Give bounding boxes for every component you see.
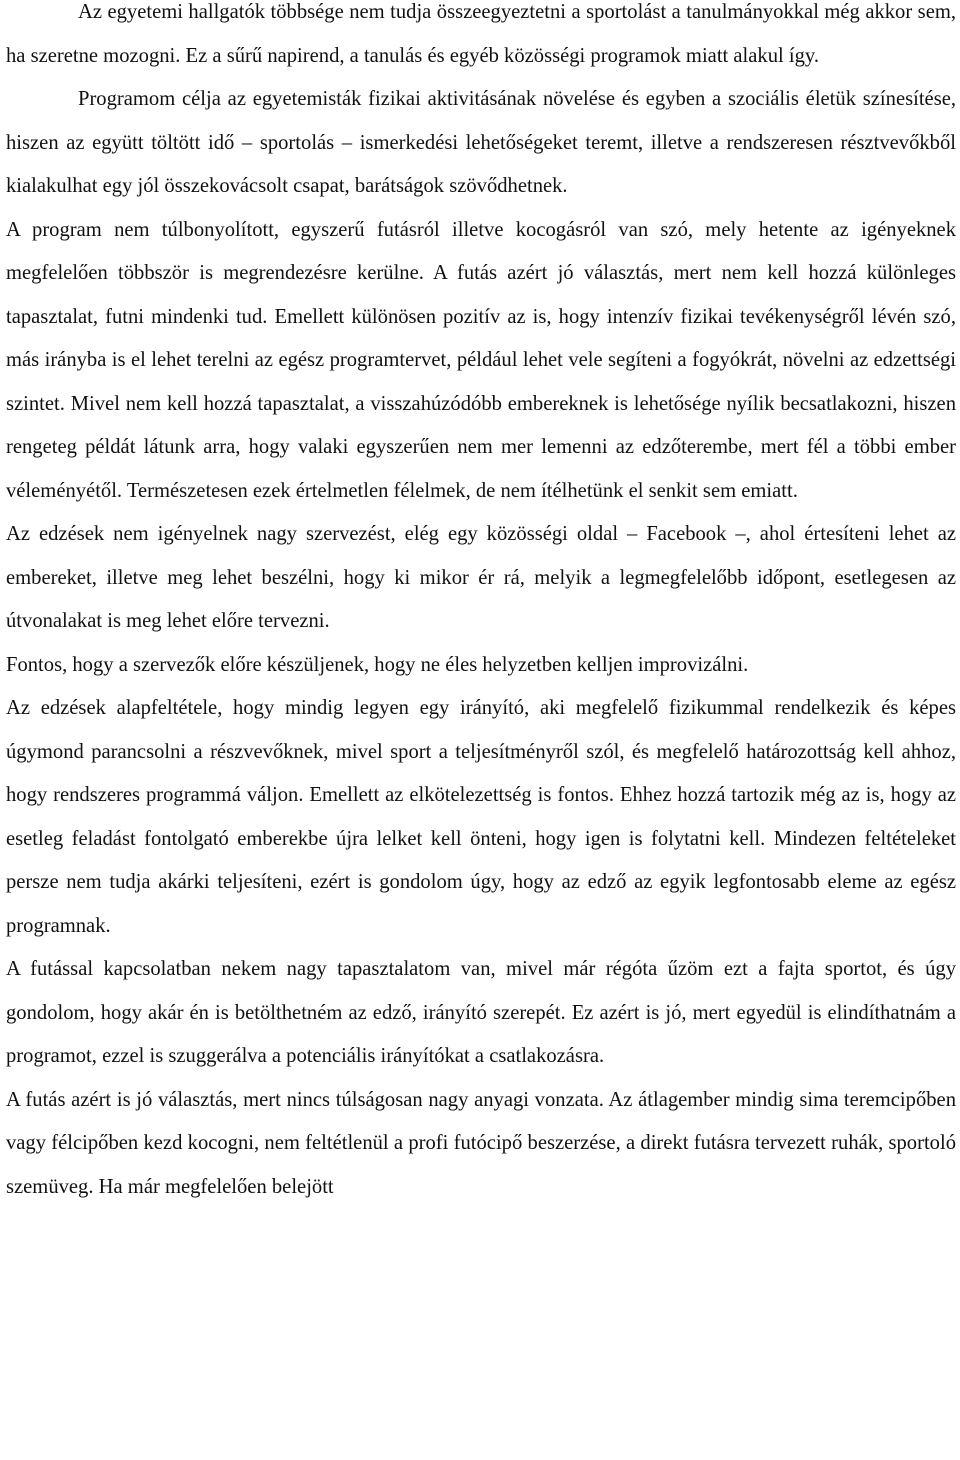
paragraph-preparation: Fontos, hogy a szervezők előre készüljenek, hogy ne éles helyzetben kelljen improvizálni. [6, 653, 749, 676]
document-page [6, 0, 956, 1209]
paragraph-program-goal: Programom célja az egyetemisták fizikai aktivitásának növelése és egyben a szociális életük színesítése, hiszen az együtt töltött idő – sportolás – ismerkedési lehetőségeket teremt, illetve a rendszeresen résztvevőkből kialakulhat egy jól összekovácsolt csapat, barátságok szövődhetnek. [6, 88, 956, 197]
paragraph-intro: Az egyetemi hallgatók többsége nem tudja összeegyeztetni a sportolást a tanulmányokkal még akkor sem, ha szeretne mozogni. Ez a sűrű napirend, a tanulás és egyéb közösségi programok miatt alakul így. [6, 1, 956, 67]
paragraph-experience: A futással kapcsolatban nekem nagy tapasztalatom van, mivel már régóta űzöm ezt a fajta sportot, és úgy gondolom, hogy akár én is betölthetném az edző, irányító szerepét. Ez azért is jó, mert egyedül is elindíthatnám a programot, ezzel is szuggerálva a potenciális irányítókat a csatlakozásra. [6, 958, 956, 1067]
paragraph-program-description: A program nem túlbonyolított, egyszerű futásról illetve kocogásról van szó, mely hetente az igényeknek megfelelően többször is megrendezésre kerülne. A futás azért jó választás, mert nem kell hozzá különleges tapasztalat, futni mindenki tud. Emellett különösen pozitív az is, hogy intenzív fizikai tevékenységről lévén szó, más irányba is el lehet terelni az egész programtervet, például lehet vele segíteni a fogyókrát, növelni az edzettségi szintet. Mivel nem kell hozzá tapasztalat, a visszahúzódóbb embereknek is lehetősége nyílik becsatlakozni, hiszen rengeteg példát látunk arra, hogy valaki egyszerűen nem mer lemenni az edzőterembe, mert fél a többi ember véleményétől. Természetesen ezek értelmetlen félelmek, de nem ítélhetünk el senkit sem emiatt. [6, 218, 956, 502]
paragraph-coach-requirements: Az edzések alapfeltétele, hogy mindig legyen egy irányító, aki megfelelő fizikummal rendelkezik és képes úgymond parancsolni a részvevőknek, mivel sport a teljesítményről szól, és megfelelő határozottság kell ahhoz, hogy rendszeres programmá váljon. Emellett az elkötelezettség is fontos. Ehhez hozzá tartozik még az is, hogy az esetleg feladást fontolgató emberekbe újra lelket kell önteni, hogy igen is folytatni kell. Mindezen feltételeket persze nem tudja akárki teljesíteni, ezért is gondolom úgy, hogy az edző az egyik legfontosabb eleme az egész programnak. [6, 697, 956, 937]
paragraph-costs: A futás azért is jó választás, mert nincs túlságosan nagy anyagi vonzata. Az átlagember mindig sima teremcipőben vagy félcipőben kezd kocogni, nem feltétlenül a profi futócipő beszerzése, a direkt futásra tervezett ruhák, sportoló szemüveg. Ha már megfelelően belejött [6, 1088, 956, 1198]
paragraph-organization: Az edzések nem igényelnek nagy szervezést, elég egy közösségi oldal – Facebook –, ahol értesíteni lehet az embereket, illetve meg lehet beszélni, hogy ki mikor ér rá, melyik a legmegfelelőbb időpont, esetlegesen az útvonalakat is meg lehet előre tervezni. [6, 523, 956, 632]
